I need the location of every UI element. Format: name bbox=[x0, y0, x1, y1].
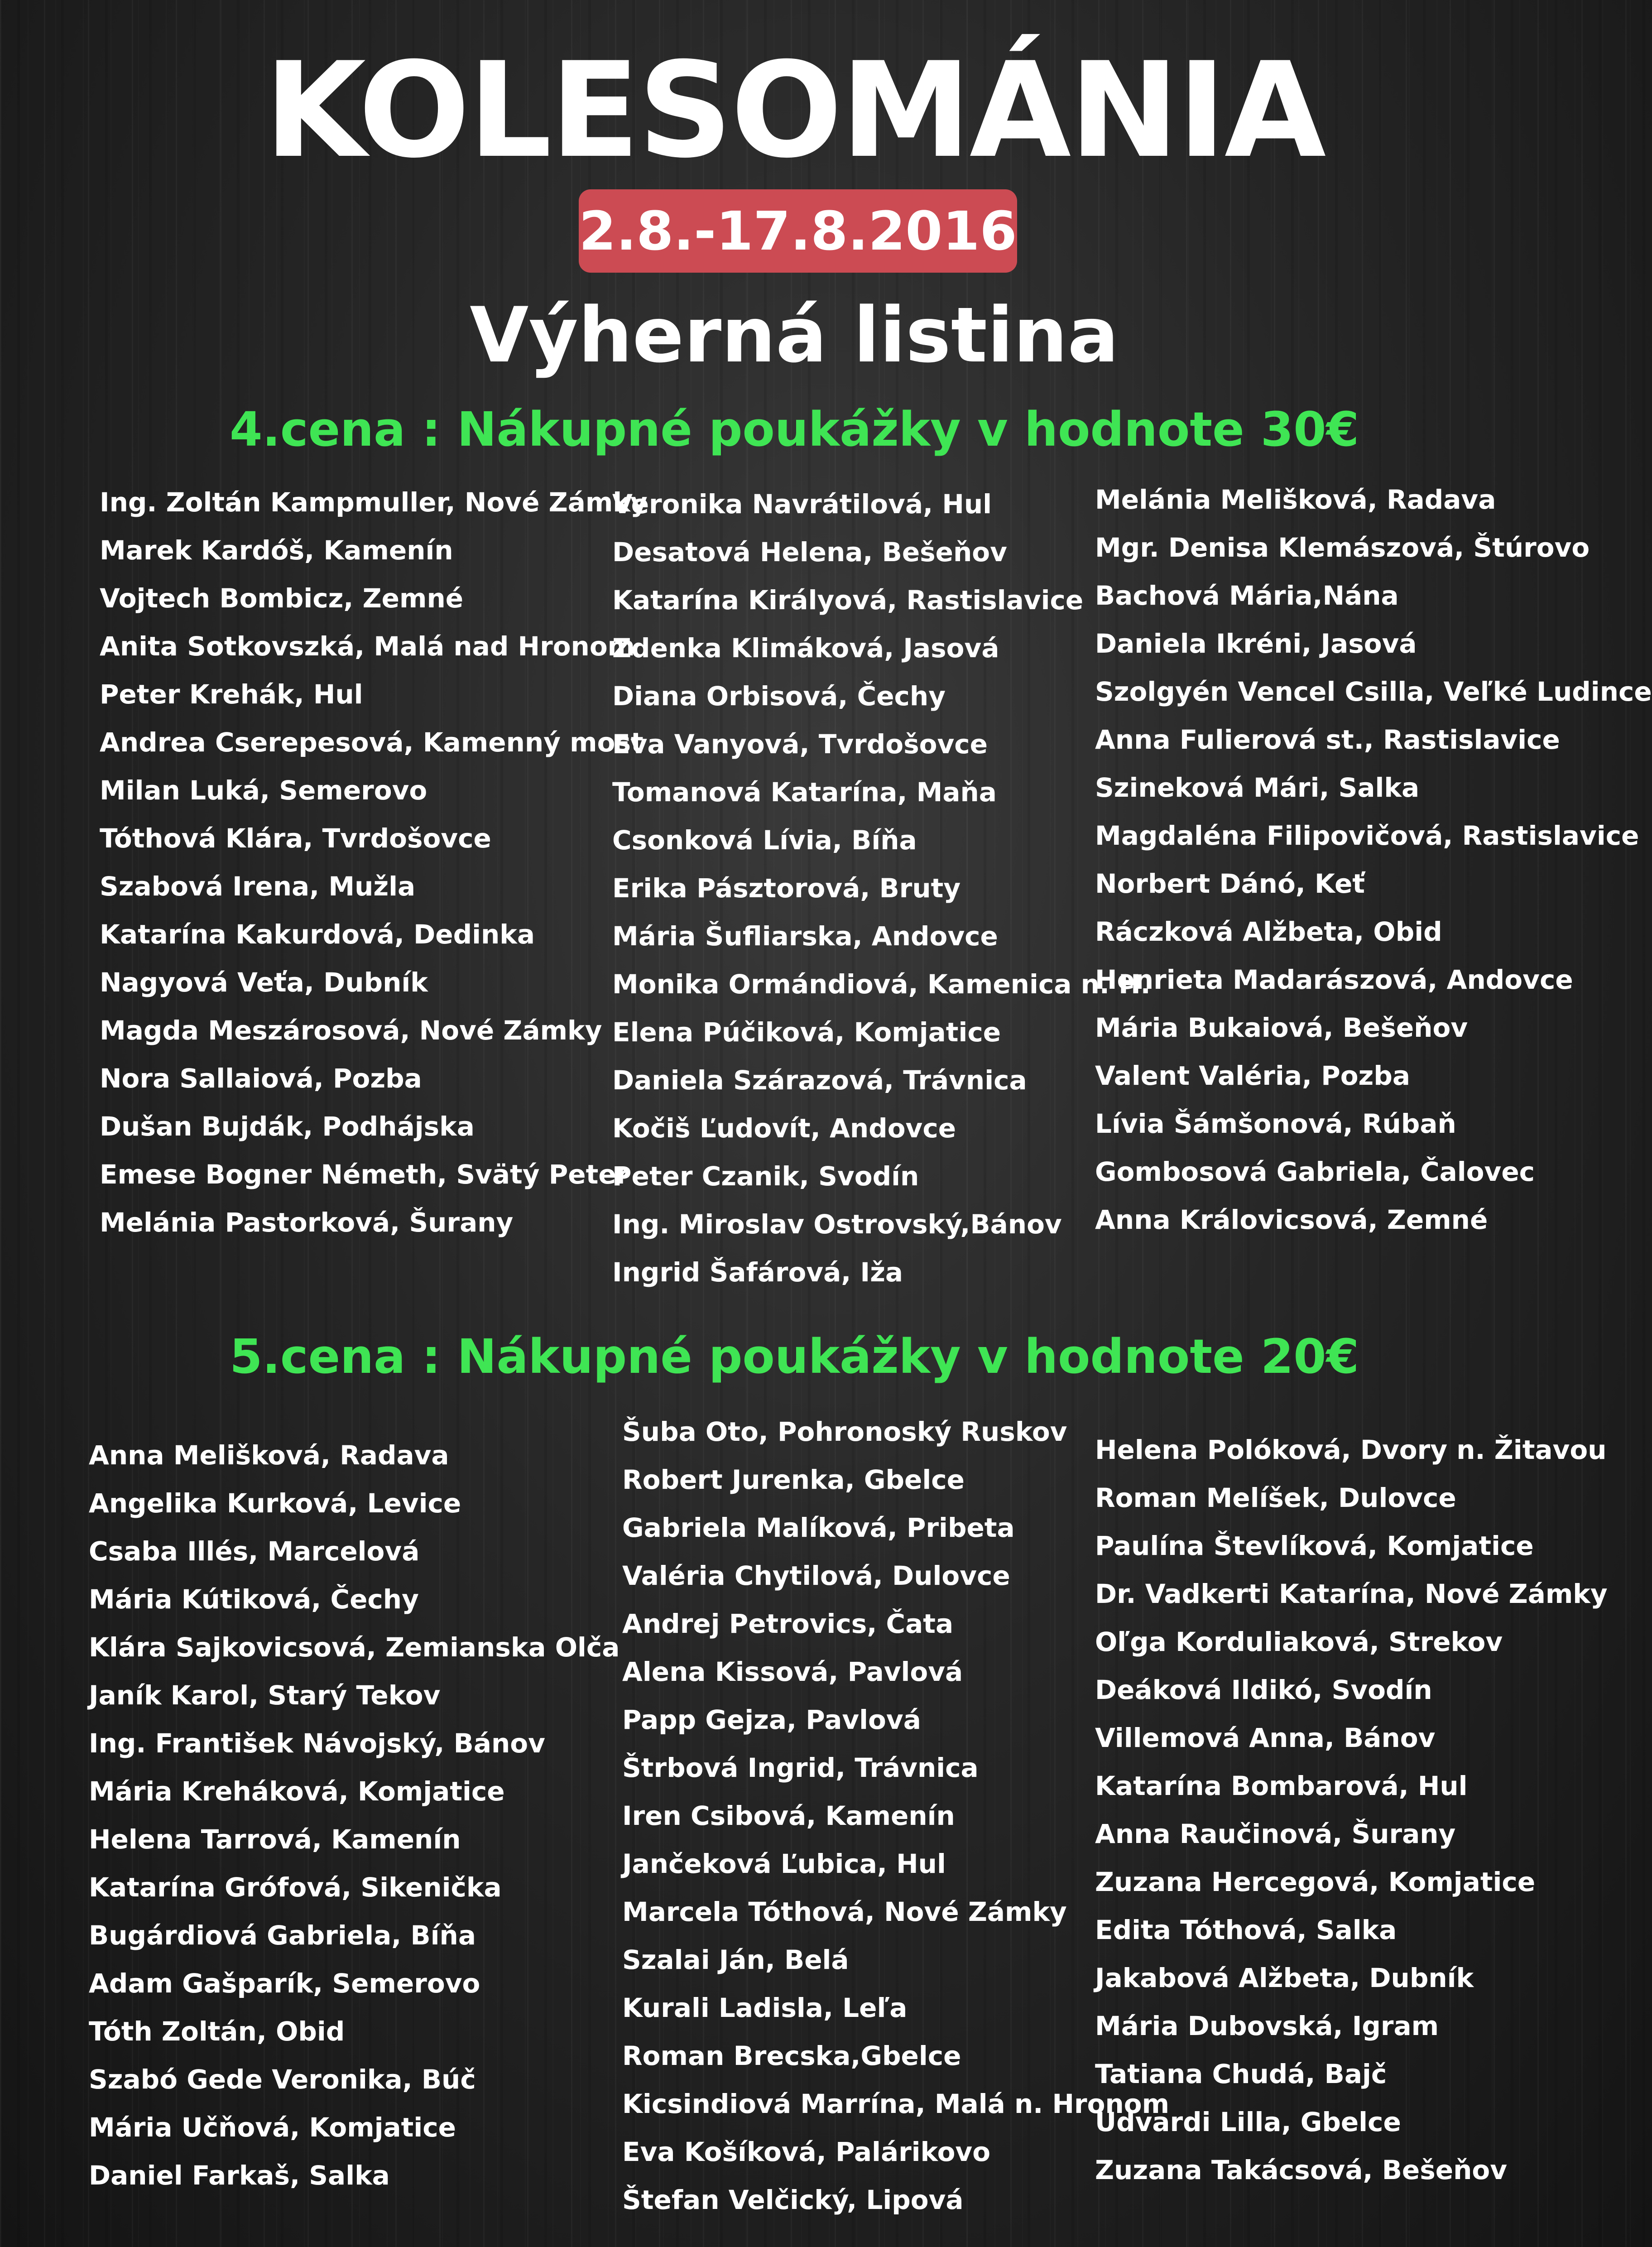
winner-entry: Ing. Zoltán Kampmuller, Nové Zámky bbox=[100, 487, 648, 518]
winner-entry: Gabriela Malíková, Pribeta bbox=[622, 1512, 1015, 1543]
winner-entry: Mgr. Denisa Klemászová, Štúrovo bbox=[1095, 532, 1590, 563]
prize-4-column-3 bbox=[1095, 476, 1652, 1244]
winner-entry: Katarína Bombarová, Hul bbox=[1095, 1771, 1468, 1801]
winner-entry: Norbert Dánó, Keť bbox=[1095, 868, 1365, 899]
winner-entry: Szolgyén Vencel Csilla, Veľké Ludince bbox=[1095, 676, 1652, 707]
winner-entry: Magdaléna Filipovičová, Rastislavice bbox=[1095, 820, 1639, 851]
prize-5-heading: 5.cena : Nákupné poukážky v hodnote 20€ bbox=[230, 1329, 1359, 1384]
winner-entry: Iren Csibová, Kamenín bbox=[622, 1800, 955, 1831]
winner-entry: Kurali Ladisla, Leľa bbox=[622, 1992, 908, 2023]
winner-entry: Melánia Melišková, Radava bbox=[1095, 484, 1496, 515]
winner-entry: Eva Vanyová, Tvrdošovce bbox=[612, 729, 988, 760]
winner-entry: Šuba Oto, Pohronoský Ruskov bbox=[622, 1416, 1067, 1447]
winner-entry: Bachová Mária,Nána bbox=[1095, 580, 1399, 611]
winner-entry: Veronika Navrátilová, Hul bbox=[612, 489, 992, 520]
winners-list-title: Výherná listina bbox=[470, 291, 1119, 380]
winner-entry: Dr. Vadkerti Katarína, Nové Zámky bbox=[1095, 1578, 1608, 1609]
winner-entry: Angelika Kurková, Levice bbox=[89, 1488, 461, 1519]
winner-entry: Villemová Anna, Bánov bbox=[1095, 1723, 1436, 1753]
winner-entry: Mária Dubovská, Igram bbox=[1095, 2011, 1439, 2041]
winner-entry: Melánia Pastorková, Šurany bbox=[100, 1207, 514, 1238]
winner-entry: Andrej Petrovics, Čata bbox=[622, 1608, 954, 1639]
winner-entry: Štrbová Ingrid, Trávnica bbox=[622, 1752, 979, 1783]
prize-4-column-1 bbox=[100, 478, 648, 1246]
winner-entry: Nagyová Veťa, Dubník bbox=[100, 967, 428, 998]
winner-entry: Jakabová Alžbeta, Dubník bbox=[1095, 1963, 1474, 1993]
winner-entry: Zuzana Hercegová, Komjatice bbox=[1095, 1867, 1536, 1897]
winner-entry: Ráczková Alžbeta, Obid bbox=[1095, 916, 1442, 947]
winner-entry: Mária Kreháková, Komjatice bbox=[89, 1776, 505, 1807]
winner-entry: Monika Ormándiová, Kamenica n. H. bbox=[612, 969, 1151, 1000]
prize-5-column-2 bbox=[622, 1408, 1169, 2224]
prize-5-column-3 bbox=[1095, 1426, 1608, 2194]
winner-entry: Szabó Gede Veronika, Búč bbox=[89, 2064, 476, 2095]
winner-entry: Helena Tarrová, Kamenín bbox=[89, 1824, 461, 1855]
winner-entry: Tóth Zoltán, Obid bbox=[89, 2016, 345, 2047]
winner-entry: Marcela Tóthová, Nové Zámky bbox=[622, 1896, 1067, 1927]
winner-entry: Magda Meszárosová, Nové Zámky bbox=[100, 1015, 602, 1046]
winner-entry: Katarína Királyová, Rastislavice bbox=[612, 585, 1084, 616]
page-title: KOLESOMÁNIA bbox=[264, 34, 1325, 187]
winner-entry: Elena Púčiková, Komjatice bbox=[612, 1017, 1001, 1048]
winner-entry: Daniela Ikréni, Jasová bbox=[1095, 628, 1417, 659]
prize-4-heading: 4.cena : Nákupné poukážky v hodnote 30€ bbox=[230, 402, 1359, 457]
winner-entry: Klára Sajkovicsová, Zemianska Olča bbox=[89, 1632, 620, 1663]
winner-entry: Deáková Ildikó, Svodín bbox=[1095, 1674, 1432, 1705]
winner-entry: Szabová Irena, Mužla bbox=[100, 871, 416, 902]
winner-entry: Mária Šufliarska, Andovce bbox=[612, 921, 998, 952]
winner-entry: Roman Brecska,Gbelce bbox=[622, 2040, 961, 2071]
winner-entry: Ing. František Návojský, Bánov bbox=[89, 1728, 545, 1759]
winner-entry: Mária Učňová, Komjatice bbox=[89, 2112, 456, 2143]
winner-entry: Alena Kissová, Pavlová bbox=[622, 1656, 963, 1687]
winner-entry: Valent Valéria, Pozba bbox=[1095, 1060, 1410, 1091]
winner-entry: Tomanová Katarína, Maňa bbox=[612, 777, 997, 808]
winner-entry: Jančeková Ľubica, Hul bbox=[622, 1848, 946, 1879]
winner-entry: Daniel Farkaš, Salka bbox=[89, 2160, 390, 2191]
winner-entry: Henrieta Madarászová, Andovce bbox=[1095, 964, 1573, 995]
winner-entry: Szineková Mári, Salka bbox=[1095, 772, 1420, 803]
winner-entry: Erika Pásztorová, Bruty bbox=[612, 873, 961, 904]
winner-entry: Tóthová Klára, Tvrdošovce bbox=[100, 823, 491, 854]
winner-entry: Marek Kardóš, Kamenín bbox=[100, 535, 453, 566]
winner-entry: Kicsindiová Marrína, Malá n. Hronom bbox=[622, 2088, 1170, 2119]
winner-entry: Mária Bukaiová, Bešeňov bbox=[1095, 1012, 1468, 1043]
winner-entry: Valéria Chytilová, Dulovce bbox=[622, 1560, 1010, 1591]
winner-entry: Ing. Miroslav Ostrovský,Bánov bbox=[612, 1209, 1062, 1240]
winner-entry: Gombosová Gabriela, Čalovec bbox=[1095, 1156, 1535, 1187]
winner-entry: Udvardi Lilla, Gbelce bbox=[1095, 2107, 1401, 2137]
date-badge: 2.8.-17.8.2016 bbox=[579, 189, 1017, 273]
winner-entry: Zuzana Takácsová, Bešeňov bbox=[1095, 2155, 1508, 2185]
winner-entry: Peter Czanik, Svodín bbox=[612, 1161, 919, 1192]
winner-entry: Nora Sallaiová, Pozba bbox=[100, 1063, 422, 1094]
winner-entry: Csonková Lívia, Bíňa bbox=[612, 825, 917, 856]
winner-entry: Edita Tóthová, Salka bbox=[1095, 1915, 1397, 1945]
winner-entry: Lívia Šámšonová, Rúbaň bbox=[1095, 1108, 1456, 1139]
winner-entry: Katarína Grófová, Sikenička bbox=[89, 1872, 502, 1903]
winner-entry: Mária Kútiková, Čechy bbox=[89, 1584, 419, 1615]
winner-entry: Kočiš Ľudovít, Andovce bbox=[612, 1113, 956, 1144]
prize-5-column-1 bbox=[89, 1431, 620, 2199]
winner-entry: Diana Orbisová, Čechy bbox=[612, 681, 946, 712]
winner-entry: Adam Gašparík, Semerovo bbox=[89, 1968, 480, 1999]
winner-entry: Emese Bogner Németh, Svätý Peter bbox=[100, 1159, 629, 1190]
winner-entry: Anna Fulierová st., Rastislavice bbox=[1095, 724, 1560, 755]
winner-entry: Tatiana Chudá, Bajč bbox=[1095, 2059, 1387, 2089]
winner-entry: Csaba Illés, Marcelová bbox=[89, 1536, 420, 1567]
winner-entry: Papp Gejza, Pavlová bbox=[622, 1704, 921, 1735]
winner-entry: Janík Karol, Starý Tekov bbox=[89, 1680, 441, 1711]
winner-entry: Szalai Ján, Belá bbox=[622, 1944, 849, 1975]
winner-entry: Oľga Korduliaková, Strekov bbox=[1095, 1626, 1503, 1657]
winner-entry: Ingrid Šafárová, Iža bbox=[612, 1257, 903, 1288]
winner-entry: Eva Košíková, Palárikovo bbox=[622, 2136, 991, 2167]
winner-entry: Robert Jurenka, Gbelce bbox=[622, 1464, 965, 1495]
winner-entry: Katarína Kakurdová, Dedinka bbox=[100, 919, 535, 950]
winner-entry: Milan Luká, Semerovo bbox=[100, 775, 427, 806]
winner-entry: Anna Melišková, Radava bbox=[89, 1440, 449, 1471]
winner-entry: Dušan Bujdák, Podhájska bbox=[100, 1111, 475, 1142]
winner-entry: Helena Polóková, Dvory n. Žitavou bbox=[1095, 1434, 1607, 1465]
winner-entry: Paulína Števlíková, Komjatice bbox=[1095, 1530, 1534, 1561]
winner-entry: Štefan Velčický, Lipová bbox=[622, 2184, 964, 2215]
winner-entry: Roman Melíšek, Dulovce bbox=[1095, 1482, 1456, 1513]
winner-entry: Anita Sotkovszká, Malá nad Hronom bbox=[100, 631, 635, 662]
winner-entry: Zdenka Klimáková, Jasová bbox=[612, 633, 999, 664]
winner-entry: Peter Krehák, Hul bbox=[100, 679, 363, 710]
winner-entry: Bugárdiová Gabriela, Bíňa bbox=[89, 1920, 476, 1951]
winner-entry: Anna Královicsová, Zemné bbox=[1095, 1204, 1488, 1235]
winner-entry: Anna Raučinová, Šurany bbox=[1095, 1819, 1456, 1849]
winner-entry: Daniela Szárazová, Trávnica bbox=[612, 1065, 1027, 1096]
winner-entry: Desatová Helena, Bešeňov bbox=[612, 537, 1007, 568]
winner-entry: Vojtech Bombicz, Zemné bbox=[100, 583, 464, 614]
prize-4-column-2 bbox=[612, 480, 1151, 1296]
winner-entry: Andrea Cserepesová, Kamenný most bbox=[100, 727, 644, 758]
